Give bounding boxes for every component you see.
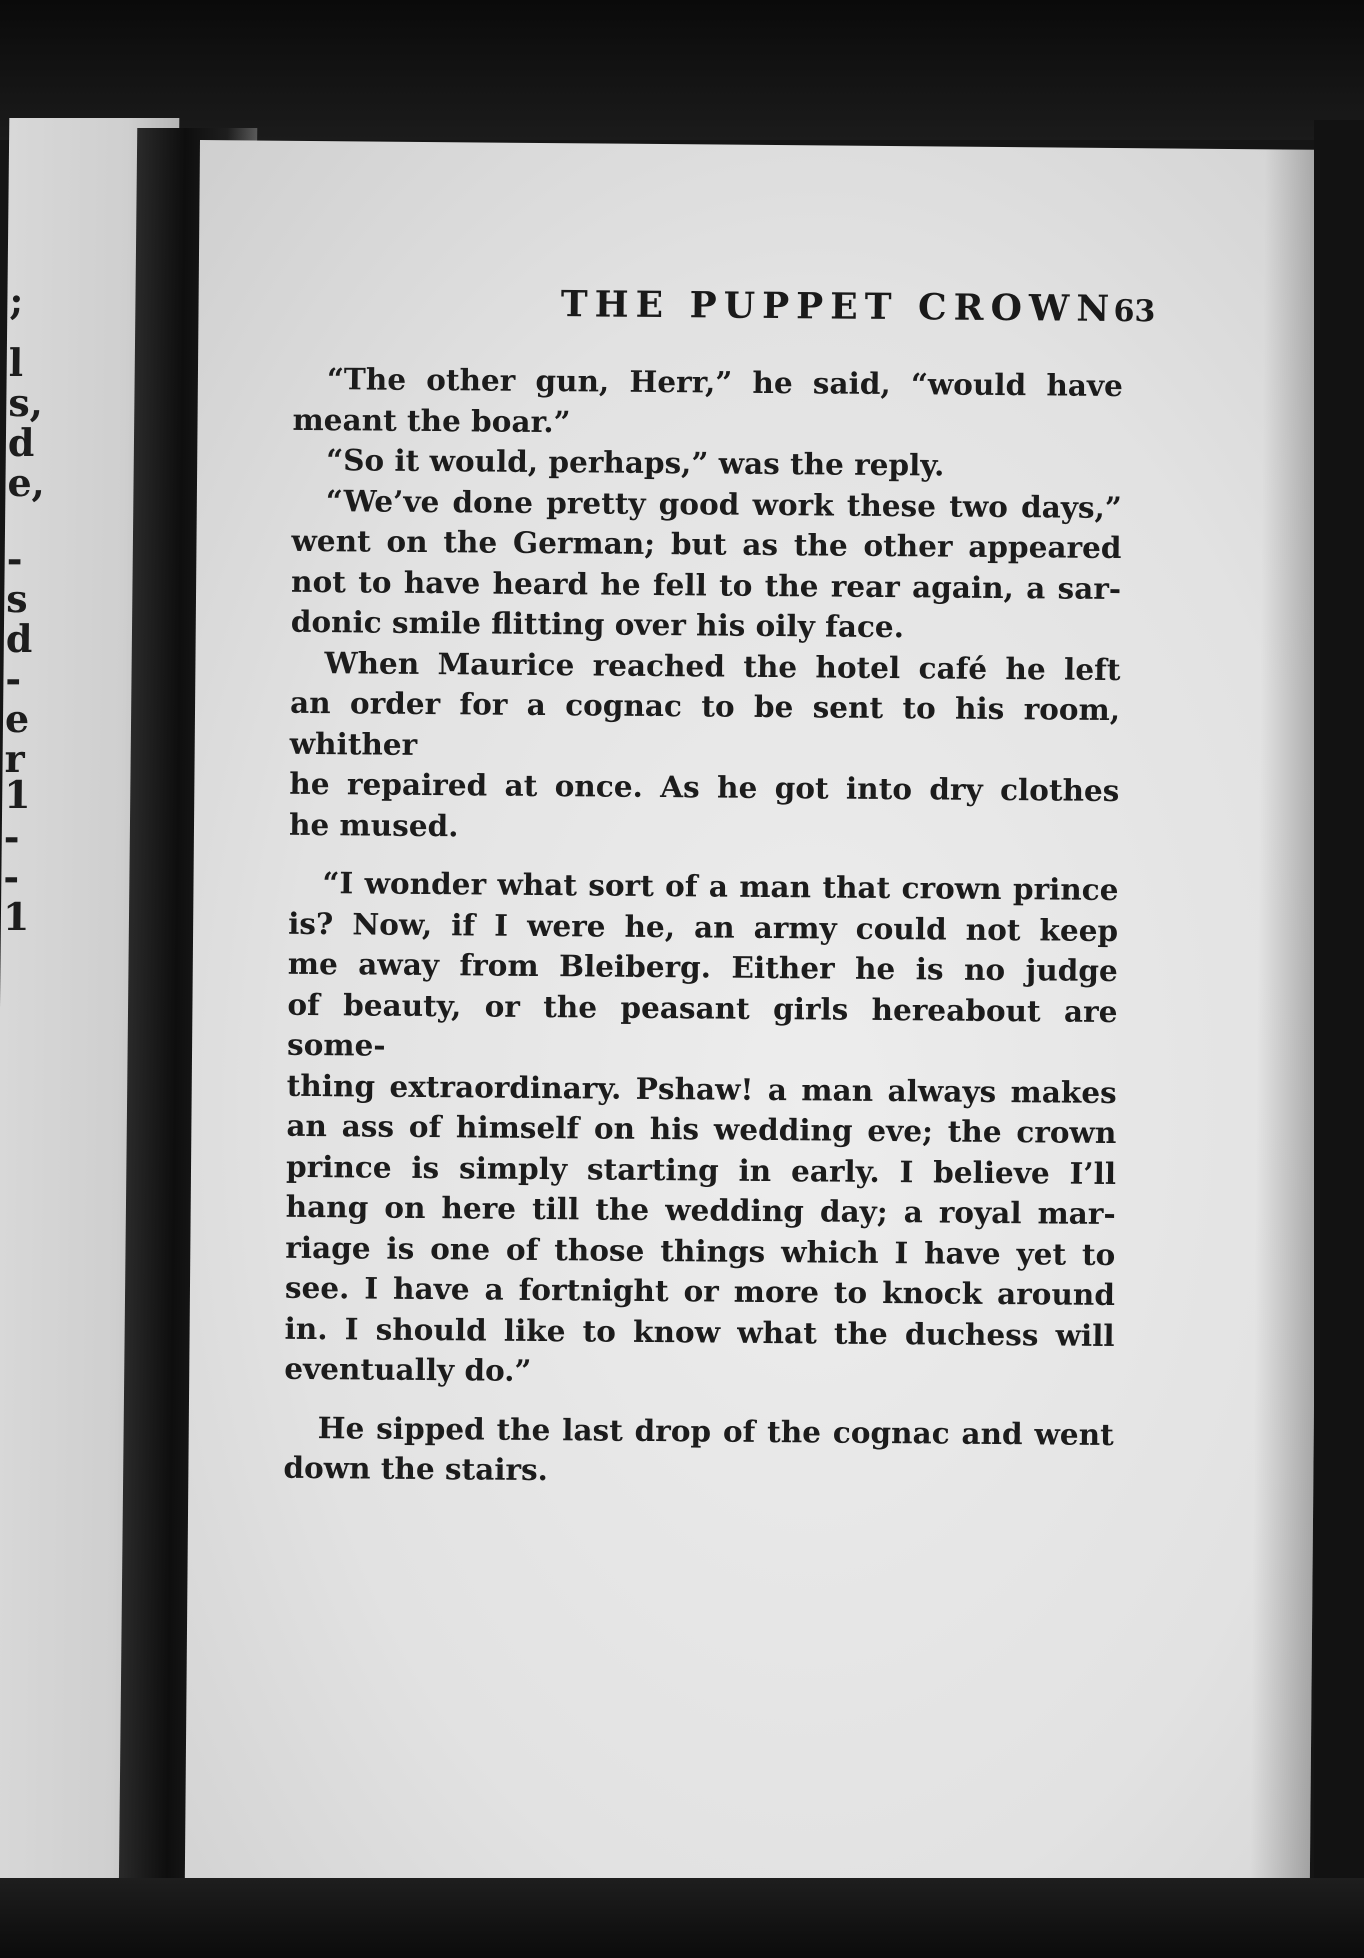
text-line: he mused. <box>288 806 459 843</box>
scan-top-border <box>0 0 1364 140</box>
page-number: 63 <box>1113 293 1156 330</box>
text-line: is? Now, if I were he, an army could not keep <box>288 905 1119 948</box>
text-line: of beauty, or the peasant girls hereabout are some- <box>286 986 1118 1063</box>
left-fragment: e <box>4 696 30 741</box>
text-line: eventually do.” <box>284 1350 532 1388</box>
text-line: meant the boar.” <box>292 401 571 439</box>
text-line: an order for a cognac to be sent to his room, whither <box>289 684 1121 762</box>
left-fragment: ; <box>9 278 24 323</box>
paragraph <box>283 1407 1114 1495</box>
paragraph <box>291 480 1122 649</box>
left-fragment: 1 <box>2 894 30 939</box>
text-line: he repaired at once. As he got into dry clothes <box>289 765 1120 809</box>
left-fragment: s, <box>8 380 44 425</box>
text-line: prince is simply starting in early. I believe I’ll <box>285 1148 1117 1191</box>
left-fragment: 1 <box>4 772 31 817</box>
text-line: in. I should like to know what the duchess will <box>284 1310 1115 1353</box>
left-fragment: - <box>3 814 20 859</box>
text-line: see. I have a fortnight or more to knock around <box>284 1269 1116 1313</box>
text-line: When Maurice reached the hotel café he left <box>324 644 1121 687</box>
text-line: donic smile flitting over his oily face. <box>290 603 905 645</box>
left-fragment: - <box>3 854 20 899</box>
text-line: me away from Bleiberg. Either he is no judge <box>287 945 1118 989</box>
text-line: hang on here till the wedding day; a royal mar- <box>285 1188 1116 1232</box>
text-line: an ass of himself on his wedding eve; the crown <box>286 1107 1117 1151</box>
scan-right-border <box>1314 120 1364 1958</box>
book-page <box>185 140 1325 1900</box>
left-fragment: d <box>7 420 35 465</box>
text-line: not to have heard he fell to the rear again, a sar- <box>291 563 1122 606</box>
paragraph <box>292 440 1122 488</box>
left-fragment: l <box>8 340 24 385</box>
paragraph <box>289 642 1121 852</box>
paragraph <box>292 359 1123 447</box>
left-fragment: - <box>6 536 23 581</box>
text-line: “I wonder what sort of a man that crown prince <box>322 865 1119 908</box>
left-fragment: d <box>5 616 33 661</box>
left-fragment: r <box>4 736 25 781</box>
text-line: thing extraordinary. Pshaw! a man always makes <box>286 1067 1117 1110</box>
scan-bottom-border <box>0 1878 1364 1958</box>
text-line: went on the German; but as the other appeared <box>291 522 1122 566</box>
running-head: THE PUPPET CROWN <box>560 283 1117 331</box>
text-line: “We’ve done pretty good work these two days,” <box>325 482 1122 525</box>
text-line: “So it would, perhaps,” was the reply. <box>326 442 945 483</box>
left-fragment: - <box>5 656 22 701</box>
text-line: “The other gun, Herr,” he said, “would have <box>326 361 1124 404</box>
left-fragment: e, <box>7 460 46 505</box>
paragraph <box>284 863 1119 1397</box>
text-line: He sipped the last drop of the cognac and went <box>317 1409 1114 1452</box>
text-line: riage is one of those things which I have yet to <box>285 1229 1116 1272</box>
left-fragment: s <box>6 576 28 621</box>
text-line: down the stairs. <box>283 1449 549 1488</box>
page-body-text <box>283 359 1123 1496</box>
